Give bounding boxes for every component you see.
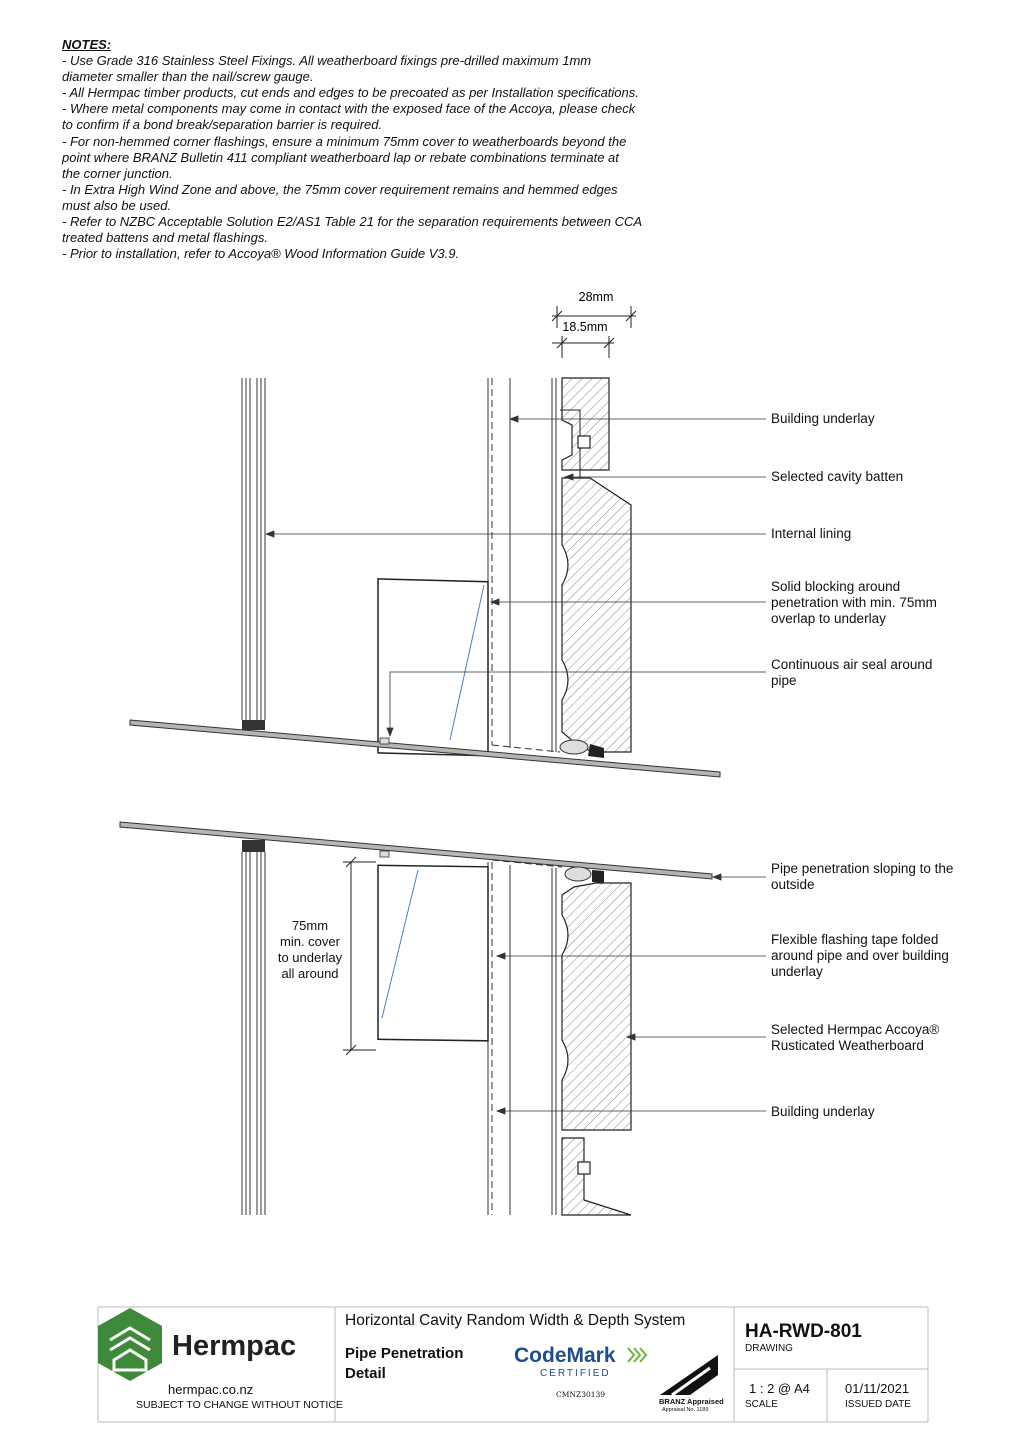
codemark-logo: CodeMark: [514, 1344, 616, 1367]
callout-building-underlay-top: Building underlay: [771, 411, 875, 426]
callout-air-seal: Continuous air seal around pipe: [771, 657, 933, 688]
note-line: - For non-hemmed corner flashings, ensure a minimum 75mm cover to weatherboards beyond the: [62, 133, 627, 149]
branz-logo-icon: [660, 1355, 718, 1395]
dim-18-5mm: 18.5mm: [562, 320, 608, 334]
lining-seal-bottom: [242, 840, 265, 852]
detail-title-line1: Pipe Penetration: [345, 1345, 464, 1362]
air-seal-bottom: [565, 867, 591, 881]
branz-label: BRANZ Appraised: [659, 1397, 724, 1406]
weatherboard-top-upper: [562, 378, 609, 470]
air-seal-top: [560, 740, 588, 754]
internal-lining-top: [242, 378, 265, 720]
cavity-bottom: [488, 860, 562, 1215]
note-line: point where BRANZ Bulletin 411 compliant weatherboard lap or rebate combinations terminate at: [62, 149, 619, 165]
callout-internal-lining: Internal lining: [771, 526, 852, 541]
issued-date: 01/11/2021: [845, 1381, 910, 1396]
hermpac-logo-icon: [98, 1308, 162, 1381]
leaders-top: [266, 416, 766, 736]
scale-value: 1 : 2 @ A4: [749, 1381, 810, 1396]
weatherboard-bottom-lower: [562, 1138, 631, 1215]
internal-lining-bottom: [242, 852, 265, 1215]
solid-blocking-bottom: [378, 865, 488, 1041]
scale-label: SCALE: [745, 1399, 778, 1410]
branz-number: Appraisal No. 1189: [662, 1407, 709, 1413]
callout-cavity-batten: Selected cavity batten: [771, 469, 904, 484]
detail-title-line2: Detail: [345, 1365, 386, 1382]
website-link[interactable]: hermpac.co.nz: [168, 1382, 254, 1397]
note-line: to confirm if a bond break/separation barrier is required.: [62, 117, 383, 133]
drawing-label: DRAWING: [745, 1343, 793, 1354]
note-line: must also be used.: [62, 197, 172, 213]
weatherboard-bottom-main: [562, 883, 631, 1130]
issued-date-label: ISSUED DATE: [845, 1399, 911, 1410]
solid-blocking-top: [378, 579, 488, 756]
callout-weatherboard: Selected Hermpac Accoya® Rusticated Weatherboard: [771, 1022, 940, 1053]
fixing-top: [578, 436, 590, 448]
note-line: - All Hermpac timber products, cut ends and edges to be precoated as per Installation specifications.: [62, 85, 639, 101]
cavity-top: [488, 378, 560, 752]
weatherboard-top-main: [562, 478, 631, 752]
note-line: - Use Grade 316 Stainless Steel Fixings. All weatherboard fixings pre-drilled maximum 1mm: [62, 53, 592, 69]
note-line: the corner junction.: [62, 165, 173, 181]
dim-28mm: 28mm: [578, 290, 614, 304]
note-line: - Where metal components may come in contact with the exposed face of the Accoya, please check: [62, 101, 636, 117]
disclaimer: SUBJECT TO CHANGE WITHOUT NOTICE: [136, 1399, 343, 1411]
note-line: treated battens and metal flashings.: [62, 230, 268, 246]
fixing-bottom: [578, 1162, 590, 1174]
callout-building-underlay-bottom: Building underlay: [771, 1104, 875, 1119]
callout-pipe-slope: Pipe penetration sloping to the outside: [771, 861, 954, 892]
note-line: - Refer to NZBC Acceptable Solution E2/AS1 Table 21 for the separation requirements between CCA: [62, 214, 643, 230]
codemark-chevrons-icon: [628, 1348, 646, 1362]
codemark-certified: CERTIFIED: [540, 1368, 611, 1379]
dim-cover-note: 75mm min. cover to underlay all around: [277, 918, 343, 981]
codemark-number: CMNZ30139: [556, 1390, 606, 1399]
drawing-number: HA-RWD-801: [745, 1321, 862, 1342]
callout-solid-blocking: Solid blocking around penetration with min. 75mm overlap to underlay: [771, 579, 937, 626]
note-line: diameter smaller than the nail/screw gauge.: [62, 69, 314, 85]
callout-flashing-tape: Flexible flashing tape folded around pipe and over building underlay: [771, 932, 949, 979]
notes-title: NOTES:: [62, 37, 112, 52]
note-line: - In Extra High Wind Zone and above, the 75mm cover requirement remains and hemmed edges: [62, 181, 618, 197]
note-line: - Prior to installation, refer to Accoya® Wood Information Guide V3.9.: [62, 246, 460, 262]
lining-seal-top: [242, 720, 265, 730]
brand-name: Hermpac: [172, 1330, 297, 1362]
system-title: Horizontal Cavity Random Width & Depth System: [345, 1312, 686, 1329]
